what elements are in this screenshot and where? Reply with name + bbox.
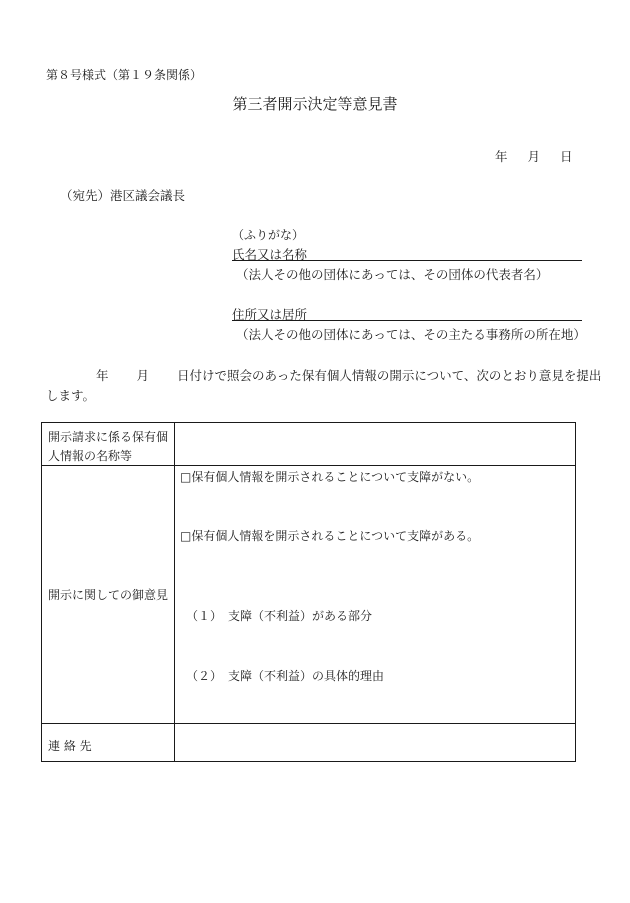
option-no-issue[interactable]: □保有個人情報を開示されることについて支障がない。: [180, 470, 480, 484]
form-number: 第８号様式（第１９条関係）: [46, 68, 203, 82]
address-field[interactable]: [232, 320, 582, 321]
addressee: （宛先）港区議会議長: [60, 188, 186, 203]
name-field-label: 氏名又は名称: [232, 247, 308, 262]
date-line: [495, 147, 573, 165]
name-note: （法人その他の団体にあっては、その団体の代表者名）: [236, 267, 549, 282]
name-field[interactable]: [232, 260, 582, 261]
sub-item-2: （２） 支障（不利益）の具体的理由: [186, 669, 385, 683]
date-day: 日: [560, 149, 573, 164]
address-field-label: 住所又は居所: [232, 307, 308, 322]
contact-field[interactable]: [175, 724, 575, 761]
intro-line-2: します。: [46, 388, 96, 403]
date-month: 月: [527, 149, 541, 164]
intro-month: 月: [136, 368, 150, 383]
intro-text-1: 日付けで照会のあった保有個人情報の開示について、次のとおり意見を提出: [177, 368, 602, 383]
row3-label: 連 絡 先: [48, 739, 92, 753]
table-divider: [42, 465, 575, 466]
furigana-label: （ふりがな）: [232, 228, 305, 242]
page-title: 第三者開示決定等意見書: [232, 95, 398, 113]
table-divider: [174, 423, 175, 761]
row2-label: 開示に関しての御意見: [48, 588, 169, 602]
intro-year: 年: [96, 368, 109, 383]
row1-label-line-1: 開示請求に係る保有個: [48, 430, 169, 444]
intro-line-1: [96, 366, 601, 384]
address-note: （法人その他の団体にあっては、その主たる事務所の所在地）: [236, 327, 586, 342]
option-issue[interactable]: □保有個人情報を開示されることについて支障がある。: [180, 529, 480, 543]
date-year: 年: [495, 149, 508, 164]
row1-label-line-2: 人情報の名称等: [48, 449, 133, 463]
sub-item-1: （１） 支障（不利益）がある部分: [186, 609, 373, 623]
opinion-table: [41, 422, 576, 762]
